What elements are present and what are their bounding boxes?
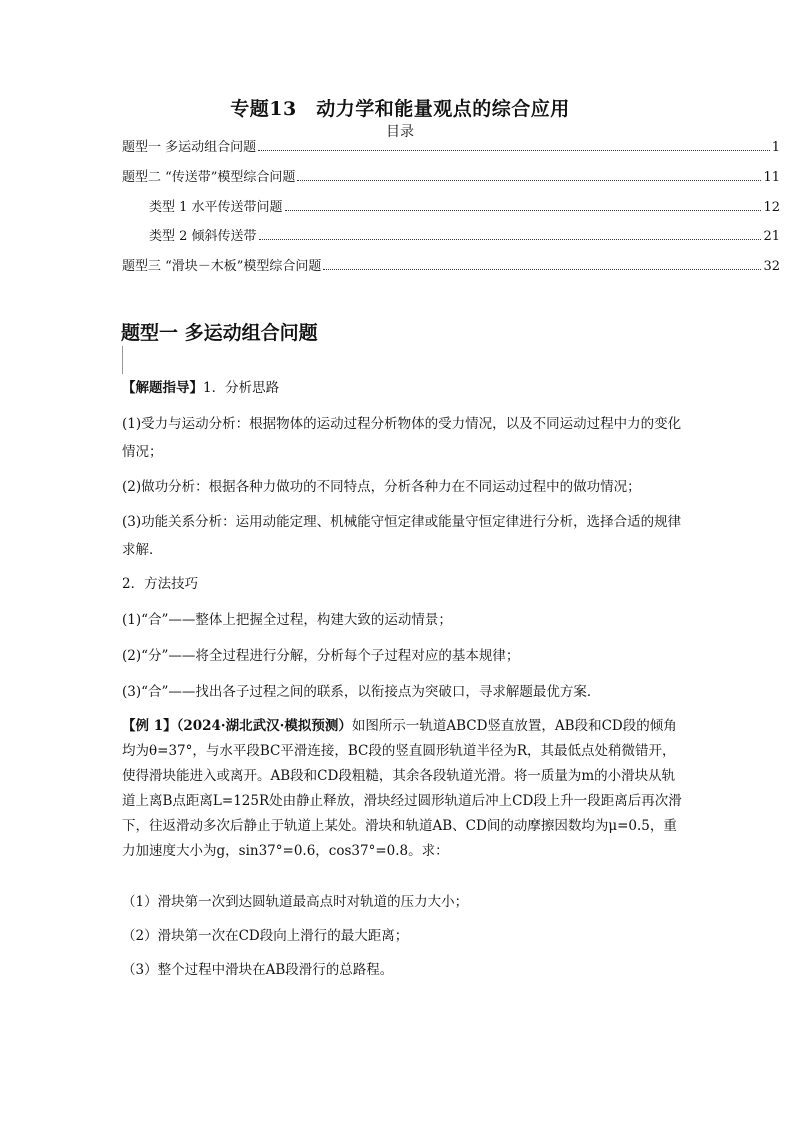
toc-entry-page: 21 bbox=[763, 229, 780, 244]
toc-entry-type1[interactable] bbox=[122, 135, 780, 155]
margin-line bbox=[122, 346, 123, 374]
toc-entry-label: 题型二 “传送带”模型综合问题 bbox=[122, 170, 296, 185]
toc-entry-page: 1 bbox=[771, 140, 780, 155]
guide-intro: 1．分析思路 bbox=[203, 380, 280, 396]
toc-entry-page: 11 bbox=[763, 170, 780, 185]
method-item-1: (1)“合”——整体上把握全过程，构建大致的运动情景； bbox=[122, 612, 452, 628]
toc-entry-category1[interactable] bbox=[149, 195, 780, 215]
method-item-2: (2)“分”——将全过程进行分解，分析每个子过程对应的基本规律； bbox=[122, 648, 520, 664]
toc-leader bbox=[323, 268, 761, 270]
question-2: （2）滑块第一次在CD段向上滑行的最大距离； bbox=[122, 928, 409, 944]
example-1 bbox=[122, 714, 682, 864]
document-title: 专题13 动力学和能量观点的综合应用 bbox=[230, 98, 570, 120]
toc-entry-label: 类型 1 水平传送带问题 bbox=[149, 200, 283, 215]
guide-item-2: (2)做功分析：根据各种力做功的不同特点，分析各种力在不同运动过程中的做功情况； bbox=[122, 479, 641, 495]
toc-leader bbox=[297, 179, 761, 181]
toc-leader bbox=[285, 209, 762, 211]
example-tag: 【例 1】（2024·湖北武汉·模拟预测） bbox=[122, 718, 352, 734]
guide-item-1: (1)受力与运动分析：根据物体的运动过程分析物体的受力情况，以及不同运动过程中力的变化情况； bbox=[122, 416, 682, 460]
method-heading: 2．方法技巧 bbox=[122, 576, 199, 592]
guide-heading bbox=[122, 374, 682, 402]
toc-entry-label: 题型三 “滑块－木板”模型综合问题 bbox=[122, 259, 322, 274]
toc-leader bbox=[258, 149, 770, 151]
toc-entry-label: 类型 2 倾斜传送带 bbox=[149, 229, 257, 244]
toc-entry-label: 题型一 多运动组合问题 bbox=[122, 140, 257, 155]
guide-item-3: (3)功能关系分析：运用动能定理、机械能守恒定律或能量守恒定律进行分析，选择合适的规律求解． bbox=[122, 514, 682, 558]
toc-entry-page: 12 bbox=[763, 200, 780, 215]
question-3: （3）整个过程中滑块在AB段滑行的总路程。 bbox=[122, 962, 394, 978]
toc-entry-category2[interactable] bbox=[149, 224, 780, 244]
toc-entry-type3[interactable] bbox=[122, 254, 780, 274]
section-title: 题型一 多运动组合问题 bbox=[121, 322, 318, 344]
toc-entry-page: 32 bbox=[763, 259, 780, 274]
example-body: 如图所示一轨道ABCD竖直放置，AB段和CD段的倾角均为θ=37°，与水平段BC平滑连接，BC段的竖直圆形轨道半径为R，其最低点处稍微错开，使得滑块能进入或离开。AB段和CD段粗糙，其余各段轨道光滑。将一质量为m的小滑块从轨道上离B点距离L=125R处由静止释放，滑块经过圆形轨道后冲上CD段上升一段距离后再次滑下，往返滑动多次后静止于轨道上某处。滑块和轨道AB、CD间的动摩擦因数均为μ=0.5，重力加速度大小为g，sin37°=0.6，cos37°=0.8。求： bbox=[122, 718, 682, 859]
question-1: （1）滑块第一次到达圆轨道最高点时对轨道的压力大小； bbox=[122, 894, 469, 910]
toc-entry-type2[interactable] bbox=[122, 165, 780, 185]
toc-leader bbox=[259, 238, 762, 240]
method-item-3: (3)“合”——找出各子过程之间的联系，以衔接点为突破口，寻求解题最优方案． bbox=[122, 684, 601, 700]
toc-heading: 目录 bbox=[386, 124, 414, 140]
guide-tag: 【解题指导】 bbox=[122, 380, 203, 396]
